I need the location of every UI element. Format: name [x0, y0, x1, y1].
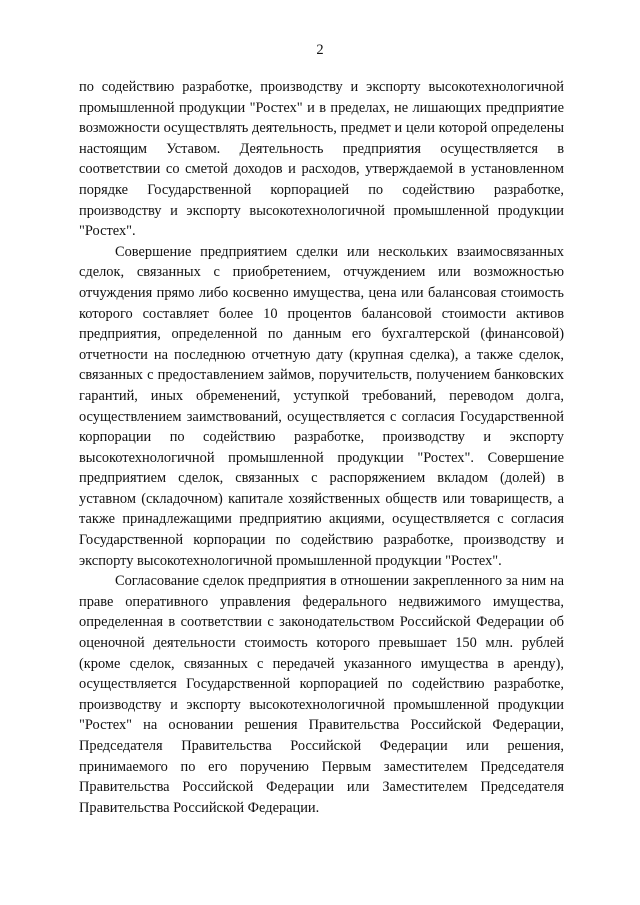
page-number: 2	[316, 42, 324, 58]
document-body	[79, 77, 564, 818]
paragraph-real-estate-approval: Согласование сделок предприятия в отношении закрепленного за ним на праве оперативного управления федерального недвижимого имущества, определенная в соответствии с законодательством Российской Федерации об оценочной деятельности стоимость которого превышает 150 млн. рублей (кроме сделок, связанных с передачей указанного имущества в аренду), осуществляется Государственной корпорацией по содействию разработке, производству и экспорту высокотехнологичной промышленной продукции "Ростех" на основании решения Правительства Российской Федерации, Председателя Правительства Российской Федерации или решения, принимаемого по его поручению Первым заместителем Председателя Правительства Российской Федерации или Заместителем Председателя Правительства Российской Федерации.	[79, 573, 564, 816]
paragraph-major-transactions: Совершение предприятием сделки или нескольких взаимосвязанных сделок, связанных с приобретением, отчуждением или возможностью отчуждения прямо либо косвенно имущества, цена или балансовая стоимость которого составляет более 10 процентов балансовой стоимости активов предприятия, определенной по данным его бухгалтерской (финансовой) отчетности на последнюю отчетную дату (крупная сделка), а также сделок, связанных с предоставлением займов, поручительств, получением банковских гарантий, иных обременений, уступкой требований, переводом долга, осуществлением заимствований, осуществляется с согласия Государственной корпорации по содействию разработке, производству и экспорту высокотехнологичной промышленной продукции "Ростех". Совершение предприятием сделок, связанных с распоряжением вкладом (долей) в уставном (складочном) капитале хозяйственных обществ или товариществ, а также принадлежащими предприятию акциями, осуществляется с согласия Государственной корпорации по содействию разработке, производству и экспорту высокотехнологичной промышленной продукции "Ростех".	[79, 243, 564, 569]
paragraph-continuation: по содействию разработке, производству и экспорту высокотехнологичной промышленной продукции "Ростех" и в пределах, не лишающих предприятие возможности осуществлять деятельность, предмет и цели которой определены настоящим Уставом. Деятельность предприятия осуществляется в соответствии со сметой доходов и расходов, утверждаемой в установленном порядке Государственной корпорацией по содействию разработке, производству и экспорту высокотехнологичной промышленной продукции "Ростех".	[79, 79, 564, 240]
